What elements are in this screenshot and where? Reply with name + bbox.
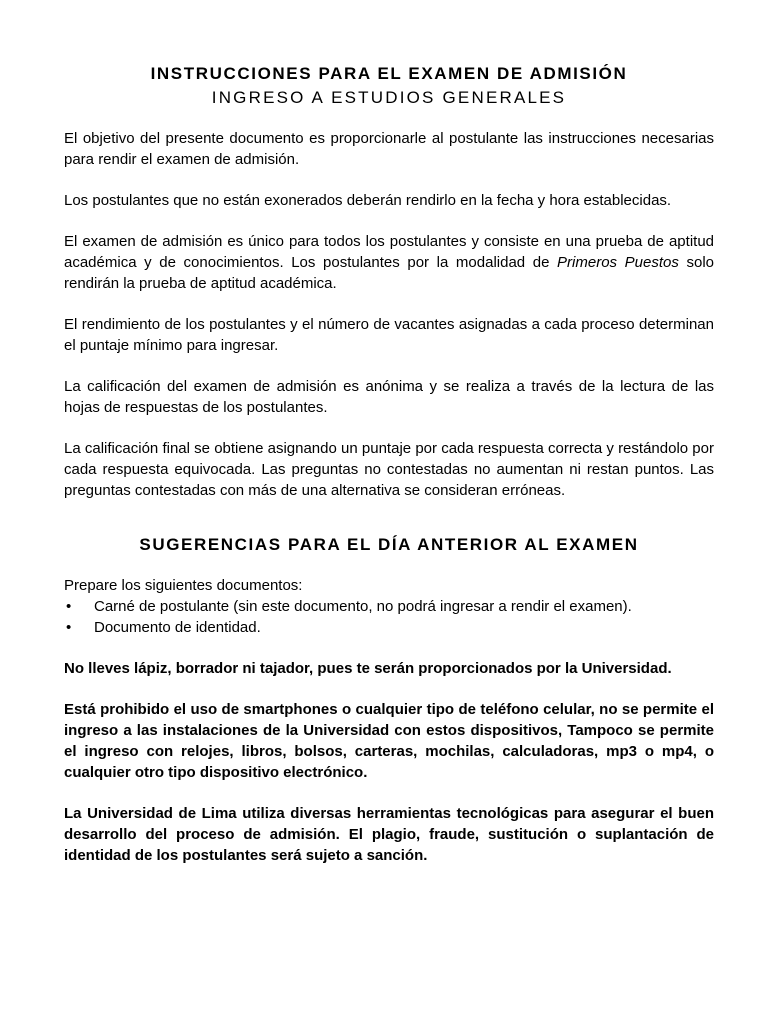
bullet-icon: • (66, 598, 72, 615)
bullet-icon: • (66, 619, 72, 636)
list-item (64, 617, 714, 638)
section-title: SUGERENCIAS PARA EL DÍA ANTERIOR AL EXAMEN (139, 535, 639, 554)
documents-list (64, 596, 714, 638)
documents-intro: Prepare los siguientes documentos: (64, 577, 303, 594)
document-title: INSTRUCCIONES PARA EL EXAMEN DE ADMISIÓN (150, 64, 628, 83)
paragraph-exam-description-start: El examen de admisión es único para todos los postulantes y consiste en una prueba de aptitud académica y de conocimientos. Los postulantes por la modalidad de (64, 233, 714, 271)
list-item-text: Documento de identidad. (94, 619, 261, 636)
paragraph-exam-description-end: solo rendirán la prueba de aptitud académica. (64, 254, 715, 292)
list-item (64, 596, 714, 617)
document-subtitle: INGRESO A ESTUDIOS GENERALES (211, 88, 567, 107)
notice-devices: Está prohibido el uso de smartphones o cualquier tipo de teléfono celular, no se permite el ingreso a las instalaciones de la Universidad con estos dispositivos, Tampoco se permite el ingreso con relojes, libros, bolsos, carteras, mochilas, calculadoras, mp3 o mp4, o cualquier otro tipo dispositivo electrónico. (64, 701, 714, 781)
paragraph-exam-description (64, 231, 714, 294)
modality-name: Primeros Puestos (557, 254, 679, 271)
list-item-text: Carné de postulante (sin este documento, no podrá ingresar a rendir el examen). (94, 598, 632, 615)
paragraph-minimum-score: El rendimiento de los postulantes y el número de vacantes asignadas a cada proceso determinan el puntaje mínimo para ingresar. (64, 316, 714, 354)
notice-sanctions: La Universidad de Lima utiliza diversas herramientas tecnológicas para asegurar el buen desarrollo del proceso de admisión. El plagio, fraude, sustitución o suplantación de identidad de los postulantes será sujeto a sanción. (64, 805, 714, 864)
notice-supplies: No lleves lápiz, borrador ni tajador, pues te serán proporcionados por la Universidad. (64, 660, 672, 677)
paragraph-objective: El objetivo del presente documento es proporcionarle al postulante las instrucciones necesarias para rendir el examen de admisión. (64, 130, 714, 168)
paragraph-anonymous-grading: La calificación del examen de admisión es anónima y se realiza a través de la lectura de las hojas de respuestas de los postulantes. (64, 378, 714, 416)
paragraph-non-exempt: Los postulantes que no están exonerados deberán rendirlo en la fecha y hora establecidas. (64, 192, 672, 209)
paragraph-final-grading: La calificación final se obtiene asignando un puntaje por cada respuesta correcta y restándolo por cada respuesta equivocada. Las preguntas no contestadas no aumentan ni restan puntos. Las preguntas contestadas con más de una alternativa se consideran erróneas. (64, 440, 714, 499)
